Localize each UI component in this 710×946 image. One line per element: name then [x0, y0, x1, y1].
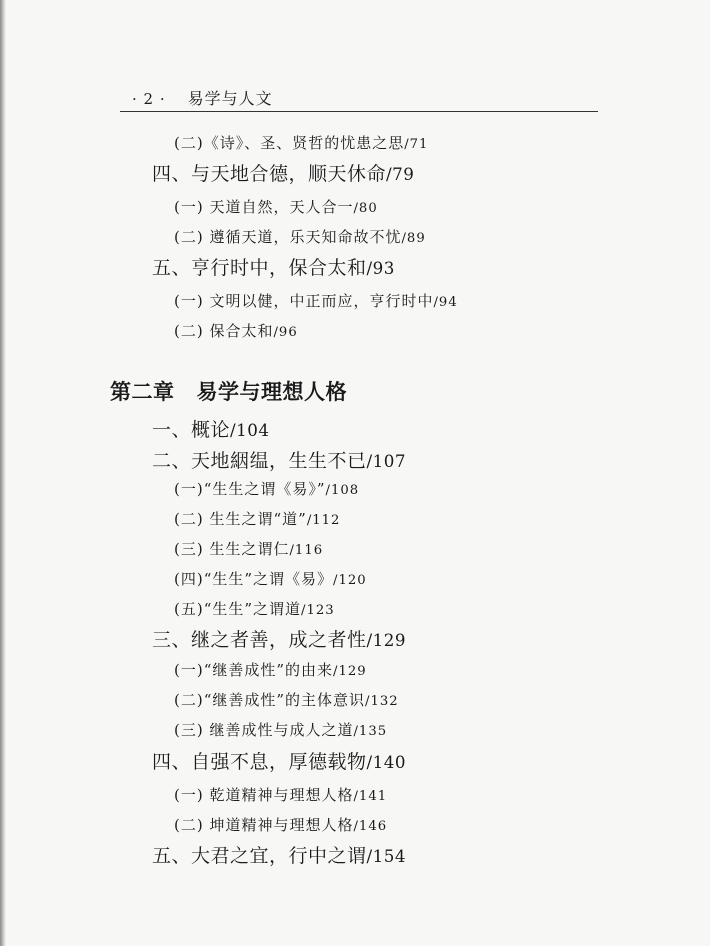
chapter-number: 第二章 [110, 379, 175, 404]
toc-entry-title: (一) 天道自然，天人合一 [174, 198, 354, 216]
toc-entry-page: /94 [433, 295, 458, 310]
toc-entry [174, 542, 323, 557]
book-title: 易学与人文 [187, 89, 273, 108]
toc-entry-title: (二)《诗》、圣、贤哲的忧患之思 [174, 134, 405, 152]
toc-entry-page: /93 [366, 258, 395, 278]
toc-entry-page: /107 [366, 451, 407, 471]
toc-entry [174, 723, 387, 738]
toc-entry-title: (三) 生生之谓仁 [174, 540, 290, 558]
toc-entry [174, 788, 387, 803]
toc-entry [152, 631, 406, 650]
toc-entry [152, 259, 395, 278]
toc-entry-page: /146 [353, 819, 388, 834]
toc-entry-title: (一) 乾道精神与理想人格 [174, 786, 354, 804]
toc-entry-title: 四、自强不息，厚德载物 [152, 751, 367, 773]
page-number: · 2 · [132, 90, 166, 108]
toc-entry-page: /79 [386, 164, 415, 184]
chapter-title: 易学与理想人格 [196, 379, 347, 404]
toc-entry-title: 四、与天地合德，顺天休命 [152, 163, 387, 185]
toc-entry-title: 二、天地絪缊，生生不已 [152, 450, 367, 472]
toc-entry-title: (五)“生生”之谓道 [174, 600, 302, 618]
toc-entry-page: /141 [353, 789, 388, 804]
toc-entry [152, 421, 270, 440]
toc-entry-page: /104 [230, 420, 270, 440]
toc-entry [174, 136, 428, 151]
toc-entry-title: (一)“生生之谓《易》” [174, 480, 326, 498]
toc-entry [174, 512, 340, 527]
toc-entry-title: (二) 生生之谓“道” [174, 510, 307, 528]
toc-entry-title: (一)“继善成性”的由来 [174, 661, 334, 679]
toc-entry [174, 602, 335, 617]
toc-entry [174, 324, 298, 339]
toc-entry [152, 753, 406, 772]
toc-entry-title: (二) 坤道精神与理想人格 [174, 816, 354, 834]
toc-entry-title: 一、概论 [152, 419, 231, 441]
toc-entry-title: 三、继之者善，成之者性 [152, 629, 367, 651]
toc-entry [174, 200, 378, 215]
toc-entry [152, 165, 414, 184]
toc-entry [174, 572, 367, 587]
toc-entry-title: 五、亨行时中，保合太和 [152, 257, 367, 279]
toc-entry-title: (四)“生生”之谓《易》 [174, 570, 334, 588]
toc-entry [174, 693, 399, 708]
toc-entry [174, 818, 387, 833]
toc-entry-title: (二) 遵循天道，乐天知命故不忧 [174, 228, 402, 246]
toc-entry-title: 五、大君之宜，行中之谓 [152, 845, 367, 867]
toc-entry [152, 452, 406, 471]
toc-entry-page: /129 [333, 664, 367, 679]
toc-entry-title: (一) 文明以健，中正而应，亨行时中 [174, 292, 434, 310]
toc-entry-page: /135 [353, 724, 388, 739]
toc-entry [174, 230, 426, 245]
toc-entry-page: /154 [366, 846, 407, 866]
toc-entry-page: /80 [353, 201, 378, 216]
toc-entry [174, 663, 367, 678]
toc-entry-title: (二) 保合太和 [174, 322, 274, 340]
toc-entry-page: /108 [325, 483, 360, 498]
chapter-heading [110, 381, 347, 402]
toc-entry-page: /120 [333, 573, 367, 588]
toc-entry-page: /132 [365, 694, 399, 709]
toc-entry-page: /116 [289, 543, 324, 558]
toc-entry [174, 294, 458, 309]
toc-entry-page: /71 [404, 137, 429, 152]
toc-entry-page: /89 [401, 231, 426, 246]
toc-entry-page: /140 [366, 752, 407, 772]
toc-entry-page: /129 [366, 630, 407, 650]
toc-entry [174, 482, 359, 497]
toc-entry [152, 847, 406, 866]
toc-entry-page: /112 [306, 513, 341, 528]
toc-entry-page: /96 [273, 325, 298, 340]
toc-entry-page: /123 [301, 603, 335, 618]
toc-entry-title: (二)“继善成性”的主体意识 [174, 691, 366, 709]
toc-entry-title: (三) 继善成性与成人之道 [174, 721, 354, 739]
